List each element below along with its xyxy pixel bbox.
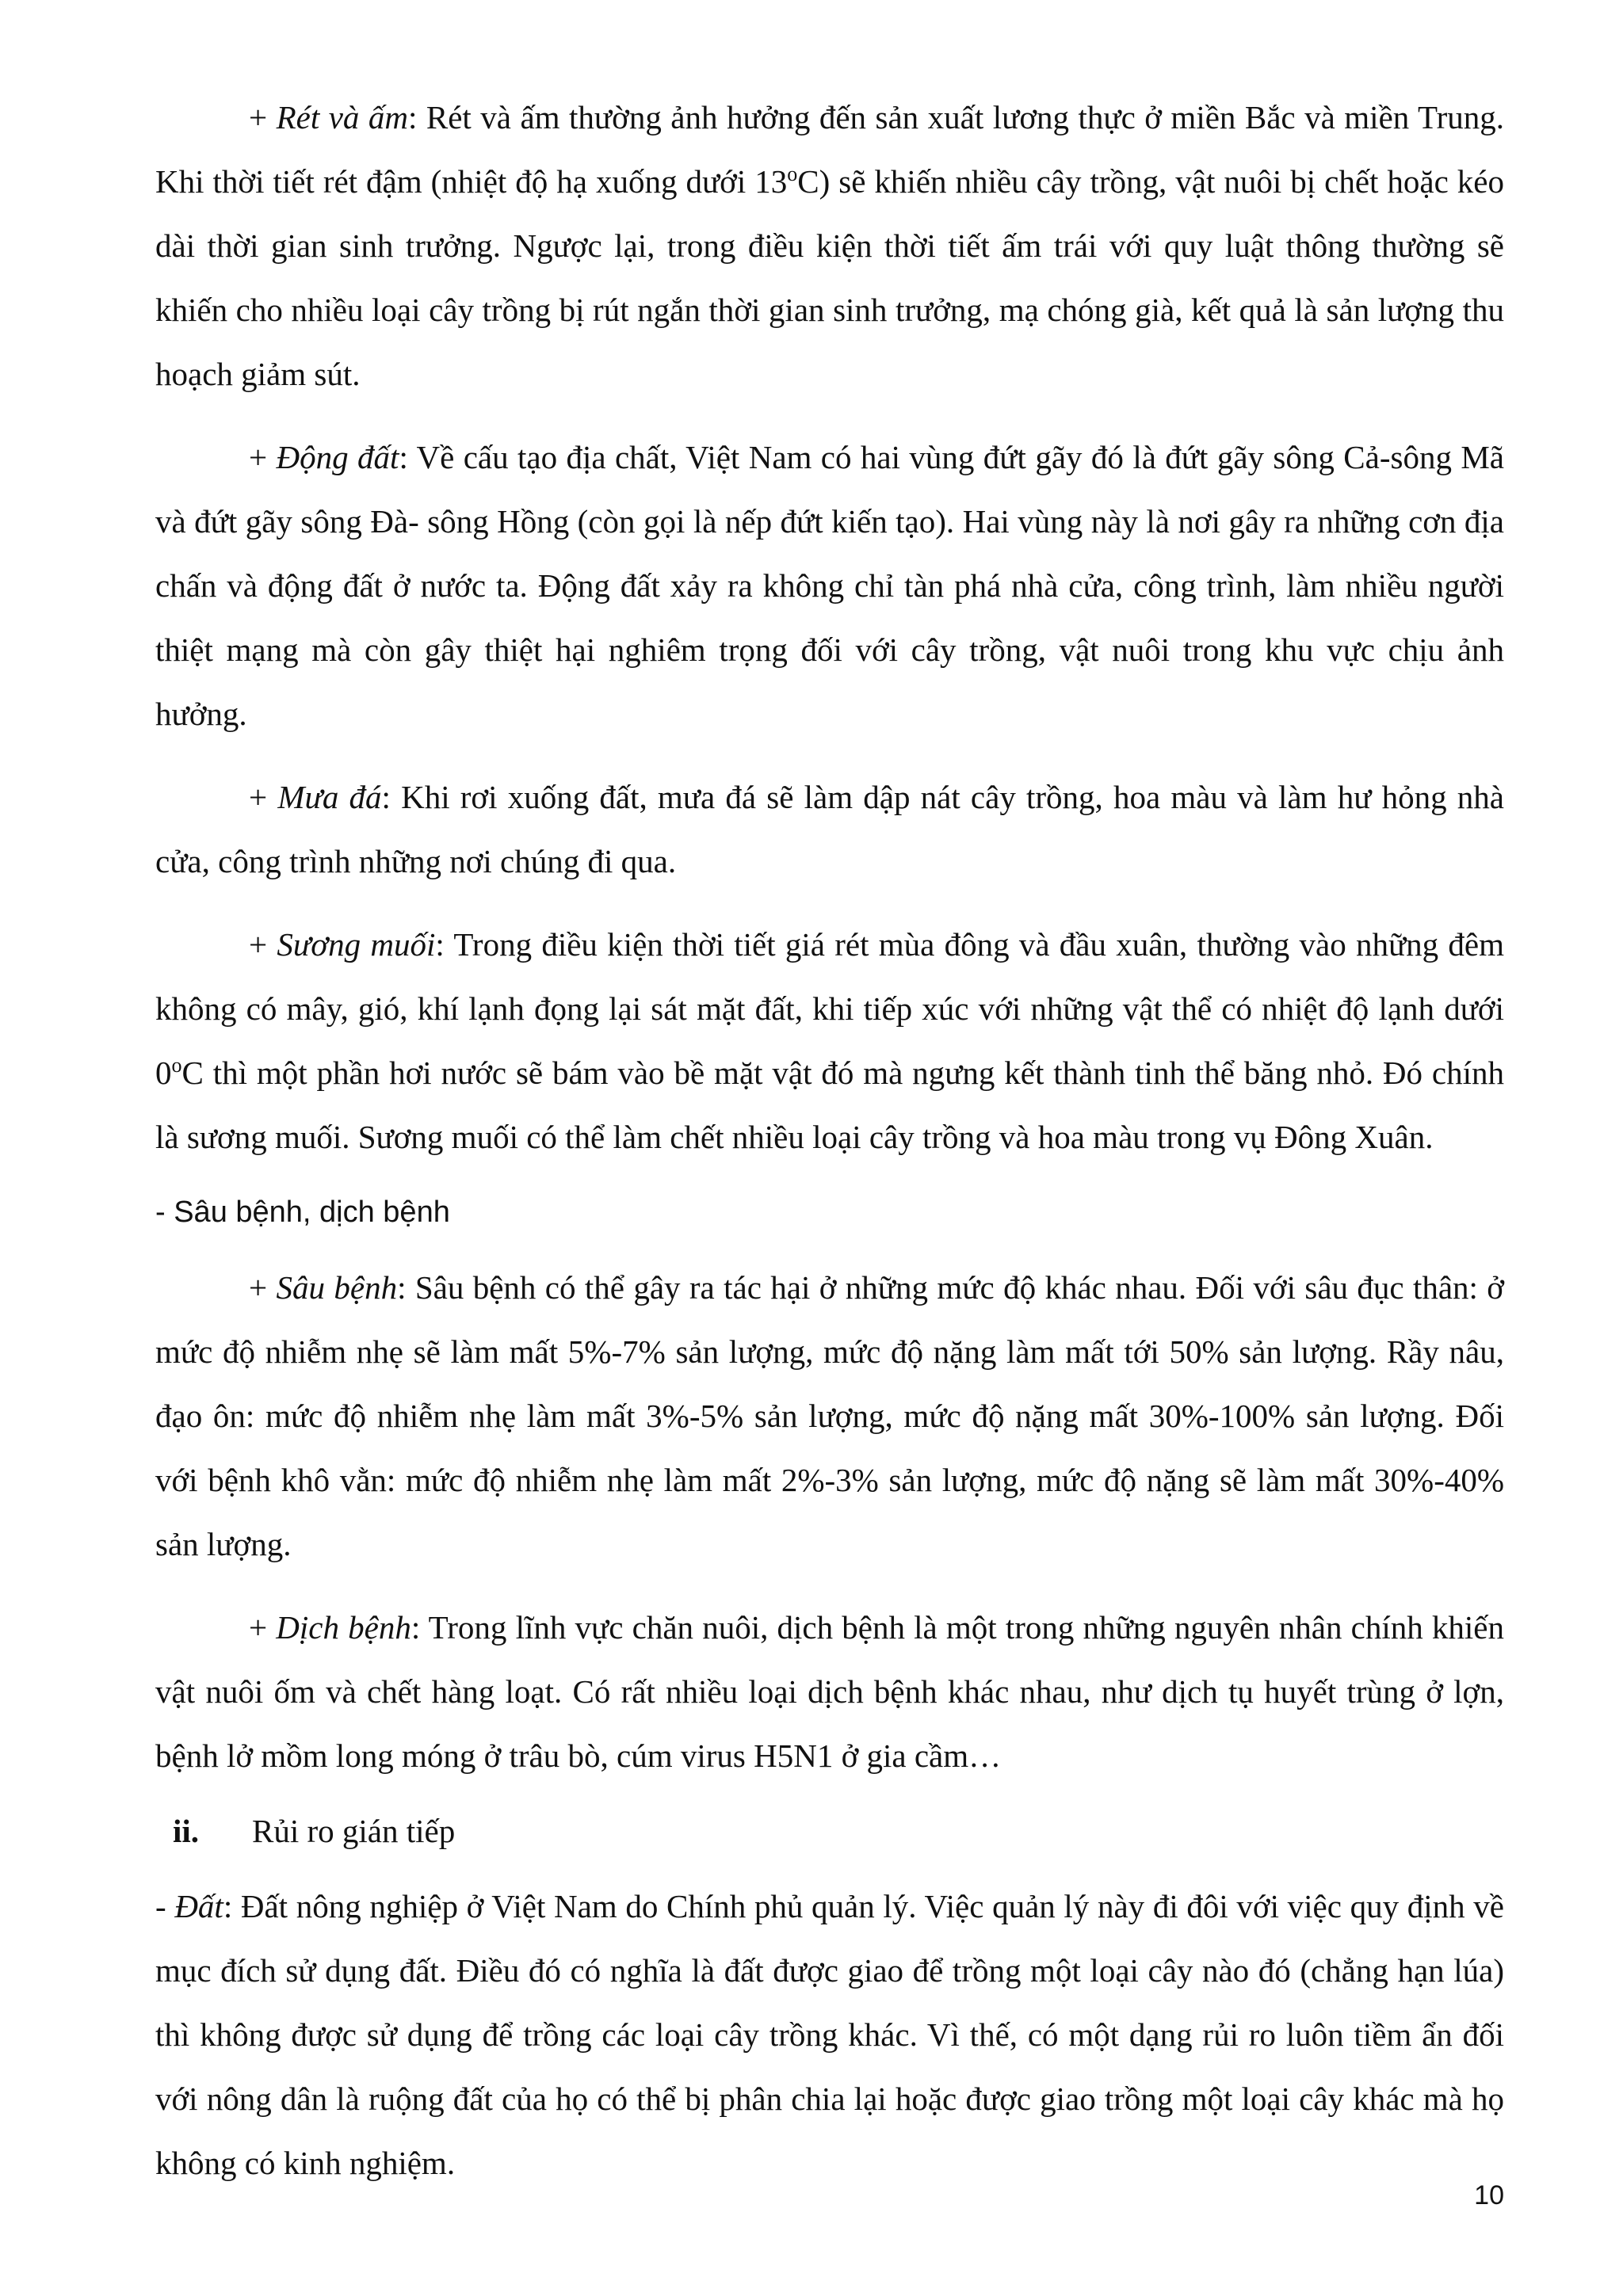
term-label: Mưa đá <box>277 779 382 815</box>
subsection-title: Rủi ro gián tiếp <box>252 1813 456 1849</box>
paragraph-text: : Sâu bệnh có thể gây ra tác hại ở những mức độ khác nhau. Đối với sâu đục thân: ở mức độ nhiễm nhẹ sẽ làm mất 5%-7% sản lượng, mức độ nặng làm mất tới 50% sản lượng. Rầy nâu, đạo ôn: mức độ nhiễm nhẹ làm mất 3%-5% sản lượng, mức độ nặng mất 30%-100% sản lượng. Đối với bệnh khô vằn: mức độ nhiễm nhẹ làm mất 2%-3% sản lượng, mức độ nặng sẽ làm mất 30%-40% sản lượng. <box>155 1269 1504 1562</box>
paragraph-ret-va-am <box>155 86 1504 406</box>
paragraph-dong-dat <box>155 425 1504 746</box>
bullet-prefix: + <box>249 439 277 475</box>
paragraph-sau-benh <box>155 1256 1504 1577</box>
paragraph-mua-da <box>155 765 1504 894</box>
bullet-prefix: + <box>249 926 277 963</box>
degree-superscript: o <box>787 162 798 185</box>
paragraph-text: : Khi rơi xuống đất, mưa đá sẽ làm dập nát cây trồng, hoa màu và làm hư hỏng nhà cửa, công trình những nơi chúng đi qua. <box>155 779 1504 879</box>
section-heading: - Sâu bệnh, dịch bệnh <box>155 1196 450 1229</box>
term-label: Sương muối <box>277 926 436 963</box>
paragraph-dich-benh <box>155 1596 1504 1788</box>
paragraph-text: C thì một phần hơi nước sẽ bám vào bề mặt vật đó mà ngưng kết thành tinh thể băng nhỏ. Đó chính là sương muối. Sương muối có thể làm chết nhiều loại cây trồng và hoa màu trong vụ Đông Xuân. <box>155 1055 1504 1155</box>
dash-prefix: - <box>155 1888 175 1924</box>
paragraph-text: C) sẽ khiến nhiều cây trồng, vật nuôi bị chết hoặc kéo dài thời gian sinh trưởng. Ngược lại, trong điều kiện thời tiết ấm trái với quy luật thông thường sẽ khiến cho nhiều loại cây trồng bị rút ngắn thời gian sinh trưởng, mạ chóng già, kết quả là sản lượng thu hoạch giảm sút. <box>155 163 1504 392</box>
bullet-prefix: + <box>249 1609 277 1646</box>
paragraph-text: : Về cấu tạo địa chất, Việt Nam có hai vùng đứt gãy đó là đứt gãy sông Cả-sông Mã và đứt gãy sông Đà- sông Hồng (còn gọi là nếp đứt kiến tạo). Hai vùng này là nơi gây ra những cơn địa chấn và động đất ở nước ta. Động đất xảy ra không chỉ tàn phá nhà cửa, công trình, làm nhiều người thiệt mạng mà còn gây thiệt hại nghiêm trọng đối với cây trồng, vật nuôi trong khu vực chịu ảnh hưởng. <box>155 439 1504 732</box>
paragraph-text: : Đất nông nghiệp ở Việt Nam do Chính phủ quản lý. Việc quản lý này đi đôi với việc quy định về mục đích sử dụng đất. Điều đó có nghĩa là đất được giao để trồng một loại cây nào đó (chẳng hạn lúa) thì không được sử dụng để trồng các loại cây trồng khác. Vì thế, có một dạng rủi ro luôn tiềm ẩn đối với nông dân là ruộng đất của họ có thể bị phân chia lại hoặc được giao trồng một loại cây khác mà họ không có kinh nghiệm. <box>155 1888 1504 2181</box>
document-page <box>155 86 1504 2195</box>
paragraph-text: : Trong lĩnh vực chăn nuôi, dịch bệnh là một trong những nguyên nhân chính khiến vật nuôi ốm và chết hàng loạt. Có rất nhiều loại dịch bệnh khác nhau, như dịch tụ huyết trùng ở lợn, bệnh lở mồm long móng ở trâu bò, cúm virus H5N1 ở gia cầm… <box>155 1609 1504 1774</box>
paragraph-dat <box>155 1875 1504 2195</box>
term-label: Sâu bệnh <box>276 1269 398 1306</box>
term-label: Dịch bệnh <box>276 1609 411 1646</box>
degree-superscript: o <box>171 1054 182 1077</box>
paragraph-text: : Trong điều kiện thời tiết giá rét mùa đông và đầu xuân, thường vào những đêm không có mây, gió, khí lạnh đọng lại sát mặt đất, khi tiếp xúc với những vật thể có nhiệt độ lạnh dưới 0 <box>155 926 1505 1091</box>
subsection-number: ii. <box>173 1813 200 1849</box>
paragraph-suong-muoi <box>155 913 1504 1169</box>
term-label: Đất <box>174 1888 223 1924</box>
paragraph-text: : Rét và ấm thường ảnh hưởng đến sản xuất lương thực ở miền Bắc và miền Trung. Khi thời tiết rét đậm (nhiệt độ hạ xuống dưới 13 <box>155 99 1505 200</box>
term-label: Động đất <box>276 439 399 475</box>
subsection-heading <box>155 1799 1504 1863</box>
page-number: 10 <box>1474 2180 1504 2210</box>
bullet-prefix: + <box>249 779 278 815</box>
bullet-prefix: + <box>249 99 277 135</box>
bullet-prefix: + <box>249 1269 277 1306</box>
term-label: Rét và ấm <box>276 99 409 135</box>
